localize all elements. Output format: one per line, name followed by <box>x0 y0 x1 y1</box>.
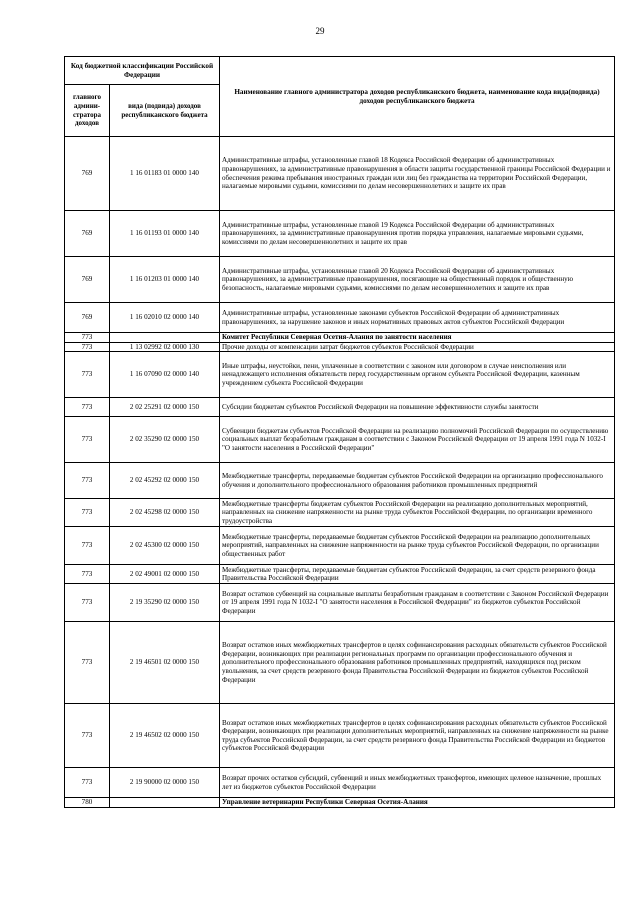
header-name-column: Наименование главного администратора доходов республиканского бюджета, наименование кода вида(подвида) доходов республиканского бюджета <box>220 57 615 137</box>
table-row <box>65 257 615 303</box>
description-cell: Возврат остатков иных межбюджетных трансфертов в целях софинансирования расходных обязательств субъектов Российской Федерации, возникающих при реализации дополнительных мероприятий, направленных на снижение напряженности на рынке труда субъектов Российской Федерации, за счет средств резервного фонда Правительства Российской Федерации из бюджетов субъектов Российской Федерации <box>220 704 615 768</box>
admin-code-cell: 769 <box>65 303 110 333</box>
description-cell: Административные штрафы, установленные главой 18 Кодекса Российской Федерации об административных правонарушениях, за административные правонарушения в области защиты государственной границы Российской Федерации и обеспечения режима пребывания иностранных граждан или лиц без гражданства на территории Российской Федерации, налагаемые мировыми судьями, комиссиями по делам несовершеннолетних и защите их прав <box>220 137 615 211</box>
income-code-cell: 2 19 46501 02 0000 150 <box>110 622 220 704</box>
description-cell: Межбюджетные трансферты бюджетам субъектов Российской Федерации на реализацию дополнительных мероприятий, направленных на снижение напряженности на рынке труда субъектов Российской Федерации, по организации временного трудоустройства <box>220 499 615 527</box>
description-cell: Возврат прочих остатков субсидий, субвенций и иных межбюджетных трансфертов, имеющих целевое назначение, прошлых лет из бюджетов субъектов Российской Федерации <box>220 768 615 798</box>
income-code-cell: 1 16 02010 02 0000 140 <box>110 303 220 333</box>
admin-code-cell: 773 <box>65 342 110 352</box>
admin-code-cell: 773 <box>65 499 110 527</box>
income-code-cell: 1 16 07090 02 0000 140 <box>110 352 220 398</box>
admin-code-cell: 773 <box>65 398 110 417</box>
admin-code-cell: 769 <box>65 257 110 303</box>
header-admin-column: главного админи-стратора доходов <box>65 85 110 137</box>
income-code-cell: 2 02 49001 02 0000 150 <box>110 565 220 584</box>
income-code-cell: 1 16 01203 01 0000 140 <box>110 257 220 303</box>
income-code-cell: 1 16 01193 01 0000 140 <box>110 211 220 257</box>
table-row <box>65 499 615 527</box>
income-code-cell: 2 19 35290 02 0000 150 <box>110 584 220 622</box>
income-code-cell <box>110 798 220 808</box>
description-cell: Прочие доходы от компенсации затрат бюджетов субъектов Российской Федерации <box>220 342 615 352</box>
table-row <box>65 622 615 704</box>
admin-code-cell: 769 <box>65 211 110 257</box>
description-cell: Иные штрафы, неустойки, пени, уплаченные в соответствии с законом или договором в случае неисполнения или ненадлежащего исполнения обязательств перед государственным органом субъекта Российской Федерации, казенным учреждением субъекта Российской Федерации <box>220 352 615 398</box>
table-row <box>65 211 615 257</box>
description-cell: Межбюджетные трансферты, передаваемые бюджетам субъектов Российской Федерации на реализацию дополнительных мероприятий, направленных на снижение напряженности на рынке труда субъектов Российской Федерации, по организации общественных работ <box>220 527 615 565</box>
budget-classification-table <box>64 56 615 808</box>
header-code-column: вида (подвида) доходов республиканского бюджета <box>110 85 220 137</box>
admin-code-cell: 773 <box>65 622 110 704</box>
description-cell: Межбюджетные трансферты, передаваемые бюджетам субъектов Российской Федерации на организацию профессионального обучения и дополнительного профессионального образования работников промышленных предприятий <box>220 463 615 499</box>
section-row <box>65 333 615 343</box>
admin-code-cell: 769 <box>65 137 110 211</box>
description-cell: Возврат остатков субвенций на социальные выплаты безработным гражданам в соответствии с Законом Российской Федерации от 19 апреля 1991 года N 1032-I "О занятости населения в Российской Федерации" из бюджетов субъектов Российской Федерации <box>220 584 615 622</box>
table-row <box>65 342 615 352</box>
income-code-cell: 2 02 35290 02 0000 150 <box>110 417 220 463</box>
table-row <box>65 584 615 622</box>
income-code-cell: 2 19 46502 02 0000 150 <box>110 704 220 768</box>
description-cell: Субсидии бюджетам субъектов Российской Федерации на повышение эффективности службы занятости <box>220 398 615 417</box>
income-code-cell: 1 16 01183 01 0000 140 <box>110 137 220 211</box>
income-code-cell: 2 02 25291 02 0000 150 <box>110 398 220 417</box>
admin-code-cell: 773 <box>65 527 110 565</box>
admin-code-cell: 773 <box>65 333 110 343</box>
table-row <box>65 398 615 417</box>
admin-code-cell: 780 <box>65 798 110 808</box>
table-body <box>65 137 615 808</box>
admin-code-cell: 773 <box>65 463 110 499</box>
page-number: 29 <box>315 26 325 36</box>
description-cell: Административные штрафы, установленные законами субъектов Российской Федерации об административных правонарушениях, за нарушение законов и иных нормативных правовых актов субъектов Российской Федерации <box>220 303 615 333</box>
description-cell: Управление ветеринарии Республики Северная Осетия-Алания <box>220 798 615 808</box>
table-row <box>65 768 615 798</box>
admin-code-cell: 773 <box>65 704 110 768</box>
table-row <box>65 352 615 398</box>
admin-code-cell: 773 <box>65 565 110 584</box>
table-row <box>65 137 615 211</box>
table-row <box>65 463 615 499</box>
table-row <box>65 704 615 768</box>
description-cell: Межбюджетные трансферты, передаваемые бюджетам субъектов Российской Федерации, за счет средств резервного фонда Правительства Российской Федерации <box>220 565 615 584</box>
description-cell: Возврат остатков иных межбюджетных трансфертов в целях софинансирования расходных обязательств субъектов Российской Федерации, возникающих при реализации региональных программ по организации профессионального обучения и дополнительного профессионального образования работников промышленных предприятий, находящихся под риском увольнения, за счет средств резервного фонда Правительства Российской Федерации из бюджетов субъектов Российской Федерации <box>220 622 615 704</box>
admin-code-cell: 773 <box>65 352 110 398</box>
income-code-cell: 2 19 90000 02 0000 150 <box>110 768 220 798</box>
income-code-cell <box>110 333 220 343</box>
table-row <box>65 565 615 584</box>
description-cell: Субвенции бюджетам субъектов Российской Федерации на реализацию полномочий Российской Федерации по осуществлению социальных выплат безработным гражданам в соответствии с Законом Российской Федерации от 19 апреля 1991 года N 1032-I "О занятости населения в Российской Федерации" <box>220 417 615 463</box>
admin-code-cell: 773 <box>65 768 110 798</box>
header-budget-classification: Код бюджетной классификации Российской Федерации <box>65 57 220 85</box>
description-cell: Административные штрафы, установленные главой 19 Кодекса Российской Федерации об административных правонарушениях, за административные правонарушения против порядка управления, налагаемые мировыми судьями, комиссиями по делам несовершеннолетних и защите их прав <box>220 211 615 257</box>
income-code-cell: 2 02 45298 02 0000 150 <box>110 499 220 527</box>
table-row <box>65 527 615 565</box>
table-row <box>65 417 615 463</box>
description-cell: Административные штрафы, установленные главой 20 Кодекса Российской Федерации об административных правонарушениях, за административные правонарушения, посягающие на общественный порядок и общественную безопасность, налагаемые мировыми судьями, комиссиями по делам несовершеннолетних и защите их прав <box>220 257 615 303</box>
income-code-cell: 2 02 45300 02 0000 150 <box>110 527 220 565</box>
admin-code-cell: 773 <box>65 584 110 622</box>
section-row <box>65 798 615 808</box>
admin-code-cell: 773 <box>65 417 110 463</box>
income-code-cell: 2 02 45292 02 0000 150 <box>110 463 220 499</box>
table-row <box>65 303 615 333</box>
description-cell: Комитет Республики Северная Осетия-Алания по занятости населения <box>220 333 615 343</box>
income-code-cell: 1 13 02992 02 0000 130 <box>110 342 220 352</box>
